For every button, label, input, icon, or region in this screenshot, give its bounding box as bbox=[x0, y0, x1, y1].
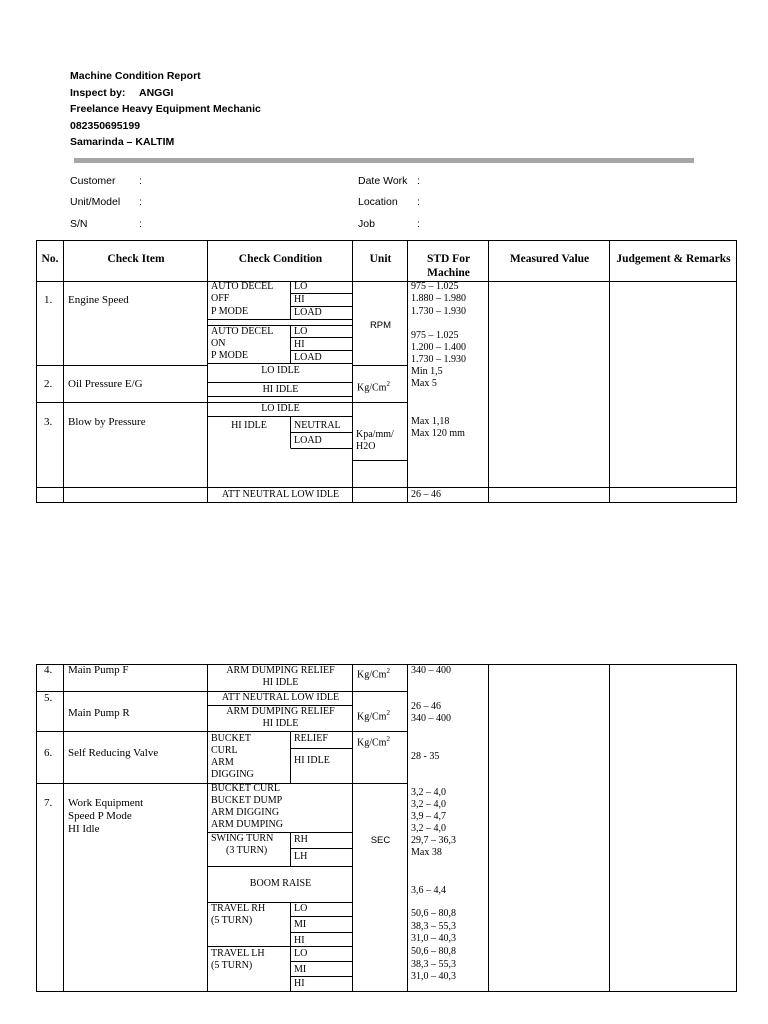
std-value: 3,9 – 4,7 bbox=[411, 811, 446, 822]
sn-colon: : bbox=[139, 218, 142, 230]
report-title: Machine Condition Report bbox=[70, 70, 201, 82]
row-number: 4. bbox=[44, 664, 53, 676]
unit-value: RPM bbox=[369, 320, 392, 331]
row-number: 2. bbox=[44, 378, 53, 390]
check-item: Main Pump F bbox=[68, 664, 129, 676]
condition-label: BUCKET CURL bbox=[211, 783, 280, 794]
inspect-by-label: Inspect by: bbox=[70, 87, 126, 99]
row-number: 6. bbox=[44, 747, 53, 759]
condition-label: RELIEF bbox=[294, 733, 328, 744]
std-value: 3,2 – 4,0 bbox=[411, 823, 446, 834]
condition-label: NEUTRAL bbox=[294, 420, 341, 431]
condition-label: OFF bbox=[211, 293, 230, 304]
condition-label: ARM DIGGING bbox=[211, 807, 280, 818]
col-header-unit: Unit bbox=[369, 253, 392, 265]
condition-label: HI bbox=[294, 978, 305, 989]
inspector-name: ANGGI bbox=[139, 87, 174, 99]
condition-label: LO bbox=[294, 281, 308, 292]
condition-label: MI bbox=[294, 964, 307, 975]
location-colon: : bbox=[417, 196, 420, 208]
inspector-city: Samarinda – KALTIM bbox=[70, 136, 175, 148]
std-value: 50,6 – 80,8 bbox=[411, 908, 456, 919]
inspector-role: Freelance Heavy Equipment Mechanic bbox=[70, 103, 261, 115]
condition-label: SWING TURN bbox=[211, 833, 274, 844]
condition-label: AUTO DECEL bbox=[211, 281, 274, 292]
std-value: 38,3 – 55,3 bbox=[411, 959, 456, 970]
condition-label: ON bbox=[211, 338, 226, 349]
col-header-check-condition: Check Condition bbox=[238, 253, 323, 265]
row-number: 1. bbox=[44, 294, 53, 306]
check-item: Self Reducing Valve bbox=[68, 747, 159, 759]
condition-label: ARM bbox=[211, 757, 234, 768]
std-value: 29,7 – 36,3 bbox=[411, 835, 456, 846]
std-value: Min 1,5 bbox=[411, 366, 443, 377]
customer-colon: : bbox=[139, 175, 142, 187]
condition-label: TRAVEL RH bbox=[211, 903, 266, 914]
condition-label: HI bbox=[294, 294, 305, 305]
check-item: Engine Speed bbox=[68, 294, 129, 306]
row-number: 3. bbox=[44, 416, 53, 428]
job-colon: : bbox=[417, 218, 420, 230]
std-value: 28 - 35 bbox=[411, 751, 440, 762]
unit-value: H2O bbox=[356, 441, 376, 452]
std-value: 31,0 – 40,3 bbox=[411, 971, 456, 982]
std-value: 975 – 1.025 bbox=[411, 281, 459, 292]
std-value: Max 5 bbox=[411, 378, 437, 389]
std-value: 1.880 – 1.980 bbox=[411, 293, 466, 304]
unit-value: Kg/Cm$^2$ bbox=[357, 735, 390, 749]
condition-label: HI IDLE bbox=[262, 384, 299, 395]
col-header-no: No. bbox=[41, 253, 59, 265]
col-header-remarks: Judgement & Remarks bbox=[616, 253, 731, 265]
std-value: Max 1,18 bbox=[411, 416, 450, 427]
unit-model-colon: : bbox=[139, 196, 142, 208]
condition-label: HI IDLE bbox=[262, 718, 299, 729]
unit-value: Kpa/mm/ bbox=[356, 429, 394, 440]
condition-label: HI bbox=[294, 339, 305, 350]
condition-label: LO bbox=[294, 948, 308, 959]
condition-label: LOAD bbox=[294, 352, 322, 363]
std-value: 1.730 – 1.930 bbox=[411, 306, 466, 317]
std-value: Max 38 bbox=[411, 847, 442, 858]
check-item-line2: Speed P Mode bbox=[68, 810, 132, 822]
condition-label: HI IDLE bbox=[262, 677, 299, 688]
unit-value: SEC bbox=[370, 835, 391, 846]
condition-label: BOOM RAISE bbox=[249, 878, 312, 889]
std-value: 340 – 400 bbox=[411, 665, 451, 676]
condition-label: ARM DUMPING RELIEF bbox=[226, 665, 335, 676]
check-item-line3: HI Idle bbox=[68, 823, 100, 835]
check-item: Oil Pressure E/G bbox=[68, 378, 143, 390]
std-value: 3,6 – 4,4 bbox=[411, 885, 446, 896]
std-value: 975 – 1.025 bbox=[411, 330, 459, 341]
std-value: 26 – 46 bbox=[411, 701, 441, 712]
condition-label: DIGGING bbox=[211, 769, 254, 780]
inspector-phone: 082350695199 bbox=[70, 120, 141, 132]
std-value: 340 – 400 bbox=[411, 713, 451, 724]
condition-label: HI bbox=[294, 935, 305, 946]
col-header-check-item: Check Item bbox=[107, 253, 165, 265]
std-value: 26 – 46 bbox=[411, 489, 441, 500]
condition-label: LO IDLE bbox=[261, 403, 300, 414]
condition-label: CURL bbox=[211, 745, 238, 756]
condition-label: ATT NEUTRAL LOW IDLE bbox=[221, 489, 340, 500]
row-number: 5. bbox=[44, 692, 53, 704]
condition-label: LO bbox=[294, 903, 308, 914]
unit-value: Kg/Cm$^2$ bbox=[357, 380, 390, 394]
std-value: 1.730 – 1.930 bbox=[411, 354, 466, 365]
condition-label: LH bbox=[294, 851, 308, 862]
unit-value: Kg/Cm$^2$ bbox=[357, 667, 390, 681]
condition-label: HI IDLE bbox=[294, 755, 330, 766]
condition-label: LOAD bbox=[294, 307, 322, 318]
condition-label: MI bbox=[294, 919, 307, 930]
condition-label: (5 TURN) bbox=[211, 960, 253, 971]
condition-label: ARM DUMPING bbox=[211, 819, 283, 830]
std-value: 50,6 – 80,8 bbox=[411, 946, 456, 957]
col-header-measured-value: Measured Value bbox=[509, 253, 590, 265]
unit-model-label: Unit/Model bbox=[70, 196, 121, 208]
sn-label: S/N bbox=[70, 218, 88, 230]
condition-label: RH bbox=[294, 834, 308, 845]
date-work-colon: : bbox=[417, 175, 420, 187]
std-value: 1.200 – 1.400 bbox=[411, 342, 466, 353]
condition-label: BUCKET bbox=[211, 733, 251, 744]
condition-label: LO bbox=[294, 326, 308, 337]
std-value: 3,2 – 4,0 bbox=[411, 799, 446, 810]
condition-label: LOAD bbox=[294, 435, 322, 446]
check-item: Blow by Pressure bbox=[68, 416, 146, 428]
col-header-std-line1: STD For bbox=[426, 253, 471, 265]
std-value: 31,0 – 40,3 bbox=[411, 933, 456, 944]
condition-label: P MODE bbox=[211, 306, 249, 317]
condition-label: AUTO DECEL bbox=[211, 326, 274, 337]
condition-label: BUCKET DUMP bbox=[211, 795, 283, 806]
col-header-std-line2: Machine bbox=[427, 267, 470, 279]
condition-label: ARM DUMPING RELIEF bbox=[226, 706, 335, 717]
std-value: 38,3 – 55,3 bbox=[411, 921, 456, 932]
condition-label: ATT NEUTRAL LOW IDLE bbox=[221, 692, 340, 703]
condition-label: TRAVEL LH bbox=[211, 948, 265, 959]
job-label: Job bbox=[358, 218, 375, 230]
check-item-line1: Work Equipment bbox=[68, 797, 144, 809]
row-number: 7. bbox=[44, 797, 53, 809]
check-item: Main Pump R bbox=[68, 707, 130, 719]
condition-label: P MODE bbox=[211, 350, 249, 361]
unit-value: Kg/Cm$^2$ bbox=[357, 709, 390, 723]
date-work-label: Date Work bbox=[358, 175, 408, 187]
condition-label: HI IDLE bbox=[231, 420, 267, 431]
condition-label: (3 TURN) bbox=[226, 845, 268, 856]
std-value: 3,2 – 4,0 bbox=[411, 787, 446, 798]
std-value: Max 120 mm bbox=[411, 428, 465, 439]
location-label: Location bbox=[358, 196, 398, 208]
condition-label: (5 TURN) bbox=[211, 915, 253, 926]
customer-label: Customer bbox=[70, 175, 116, 187]
condition-label: LO IDLE bbox=[261, 365, 300, 376]
